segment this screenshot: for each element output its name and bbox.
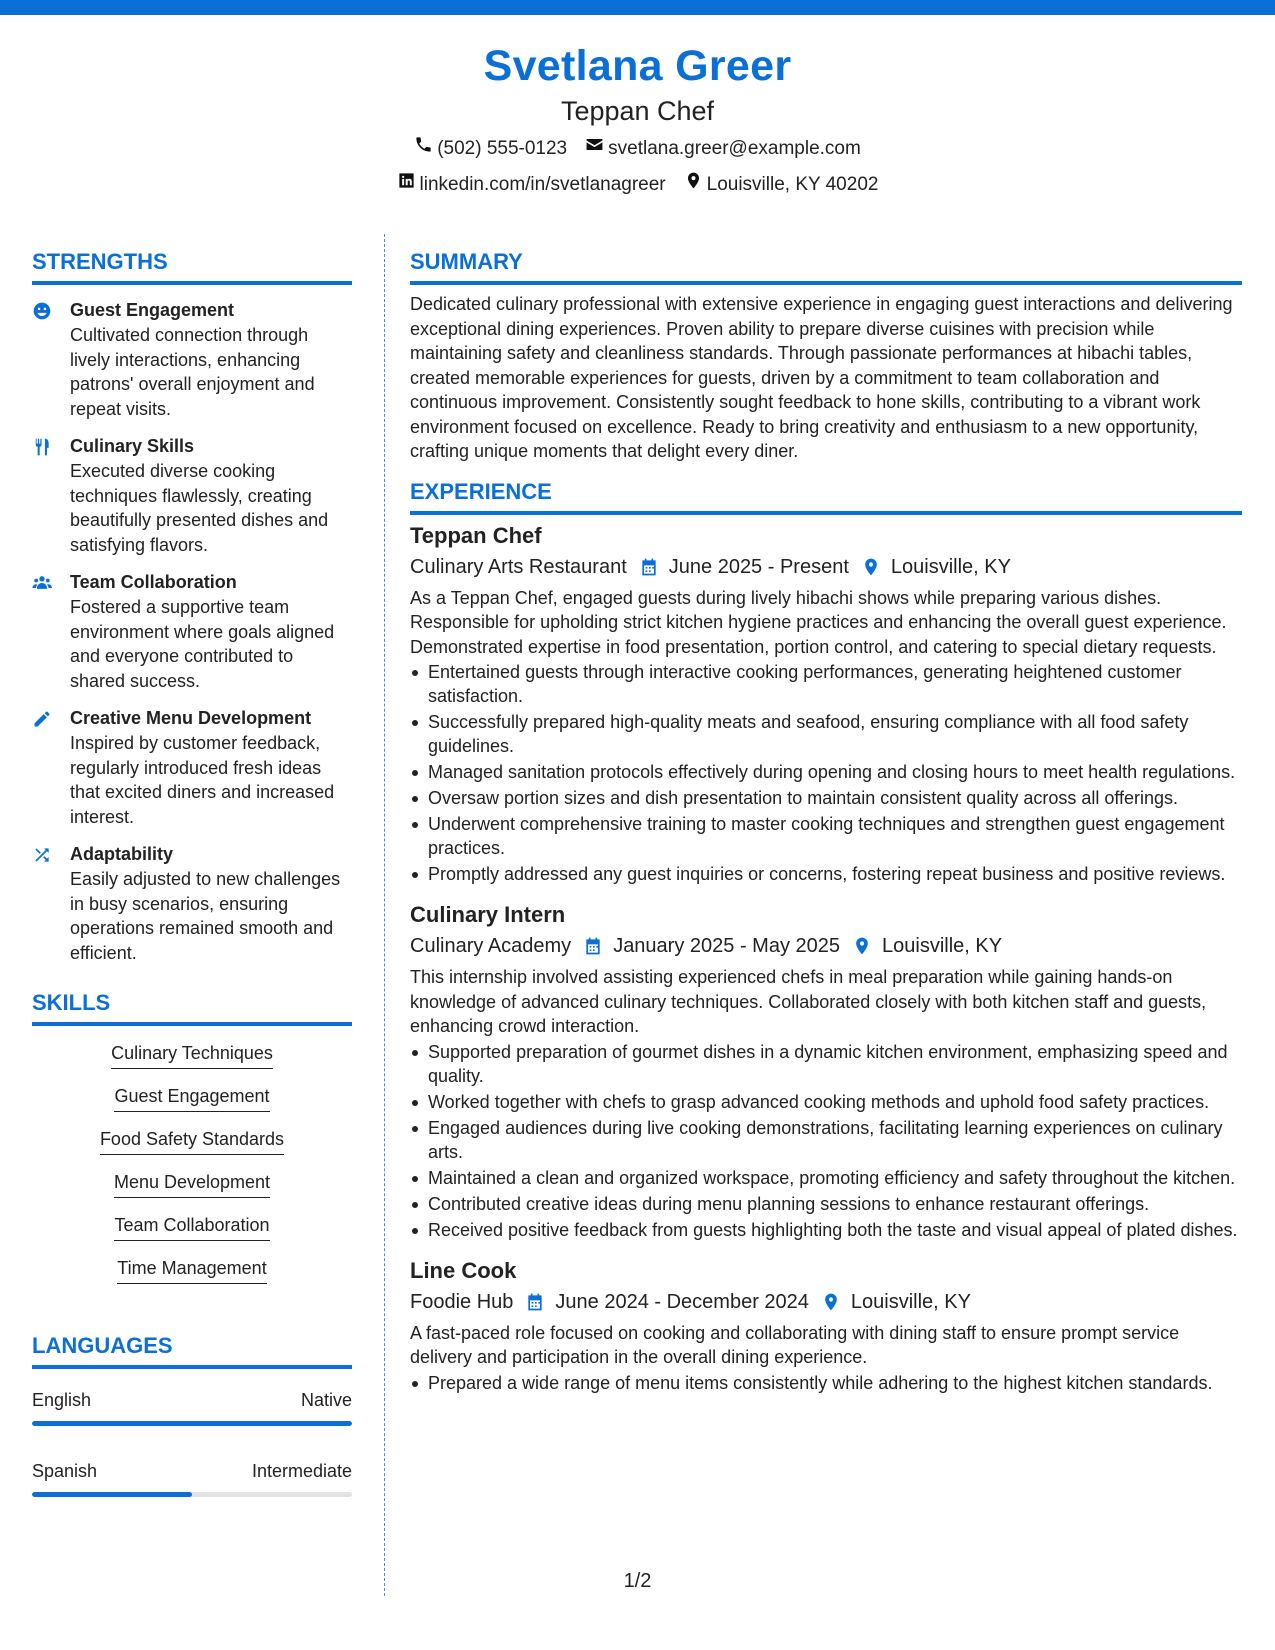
job-bullet: Managed sanitation protocols effectively during opening and closing hours to meet health regulations.	[410, 760, 1242, 784]
job-location: Louisville, KY	[882, 935, 1003, 957]
job-bullet: Promptly addressed any guest inquiries or concerns, fostering repeat business and positive reviews.	[410, 862, 1242, 886]
job-bullets	[410, 1040, 1242, 1242]
summary-text: Dedicated culinary professional with extensive experience in engaging guest interactions and delivering exceptional dining experiences. Proven ability to prepare diverse cuisines with precision while maintaining safety and cleanliness standards. Through passionate performances at hibachi tables, created memorable experiences for guests, driven by a commitment to team collaboration and continuous improvement. Consistently sought feedback to hone skills, contributing to a vibrant work environment focused on excellence. Ready to bring creativity and enthusiasm to a new opportunity, crafting unique moments that delight every diner.	[410, 294, 1233, 461]
strength-item	[32, 842, 352, 965]
candidate-title: Teppan Chef	[560, 96, 715, 126]
users-icon	[32, 570, 70, 693]
job-entry	[410, 521, 1242, 887]
calendar-icon	[525, 1292, 545, 1312]
pencil-icon	[32, 706, 70, 829]
language-bar-fill	[32, 1492, 192, 1497]
job-bullet: Successfully prepared high-quality meats and seafood, ensuring compliance with all food safety guidelines.	[410, 710, 1242, 758]
phone-text: (502) 555-0123	[437, 138, 568, 159]
envelope-icon	[585, 134, 604, 164]
job-company: Culinary Academy	[410, 935, 572, 957]
job-location: Louisville, KY	[850, 1290, 971, 1313]
language-bar-fill	[32, 1421, 352, 1426]
job-description: This internship involved assisting experienced chefs in meal preparation while gaining hands-on knowledge of advanced culinary techniques. Collaborated closely with both kitchen staff and guests, enhancing crowd interaction.	[410, 967, 1207, 1036]
job-dates: June 2024 - December 2024	[555, 1290, 809, 1313]
strength-item	[32, 298, 352, 421]
linkedin-icon	[397, 170, 416, 200]
strength-desc: Executed diverse cooking techniques flawlessly, creating beautifully presented dishes and satisfying flavors.	[70, 461, 329, 555]
strength-title: Adaptability	[70, 844, 174, 864]
top-accent-bar	[0, 0, 1275, 15]
resume-header	[0, 40, 1275, 200]
skill-tag: Team Collaboration	[114, 1212, 269, 1241]
experience-heading: EXPERIENCE	[410, 478, 1242, 515]
right-column	[410, 248, 1242, 1397]
strength-desc: Inspired by customer feedback, regularly introduced fresh ideas that excited diners and increased interest.	[70, 733, 335, 827]
job-bullets	[410, 660, 1242, 886]
strength-desc: Fostered a supportive team environment where goals aligned and everyone contributed to shared success.	[70, 597, 335, 691]
job-bullet: Received positive feedback from guests highlighting both the taste and visual appeal of plated dishes.	[410, 1218, 1242, 1242]
job-title: Line Cook	[410, 1257, 517, 1283]
job-dates: January 2025 - May 2025	[613, 935, 840, 957]
strength-desc: Easily adjusted to new challenges in busy scenarios, ensuring operations remained smooth and efficient.	[70, 869, 341, 963]
experience-list	[410, 521, 1242, 1395]
job-entry	[410, 1256, 1242, 1395]
job-meta	[410, 552, 1242, 582]
skills-list	[32, 1040, 352, 1298]
shuffle-icon	[32, 842, 70, 965]
skill-tag: Food Safety Standards	[100, 1126, 284, 1155]
skill-tag: Time Management	[117, 1255, 266, 1284]
language-name: English	[32, 1390, 92, 1410]
job-bullet: Supported preparation of gourmet dishes in a dynamic kitchen environment, emphasizing speed and quality.	[410, 1040, 1242, 1088]
job-bullet: Oversaw portion sizes and dish presentation to maintain consistent quality across all offerings.	[410, 786, 1242, 810]
strength-title: Team Collaboration	[70, 572, 237, 592]
job-entry	[410, 900, 1242, 1242]
job-bullets	[410, 1371, 1242, 1395]
job-company: Culinary Arts Restaurant	[410, 555, 627, 578]
job-bullet: Contributed creative ideas during menu planning sessions to enhance restaurant offerings.	[410, 1192, 1242, 1216]
map-pin-icon	[861, 557, 881, 577]
map-pin-icon	[821, 1292, 841, 1312]
job-bullet: Prepared a wide range of menu items consistently while adhering to the highest kitchen standards.	[410, 1371, 1242, 1395]
strength-item	[32, 434, 352, 557]
linkedin-contact[interactable]	[397, 170, 666, 200]
linkedin-text: linkedin.com/in/svetlanagreer	[419, 174, 666, 195]
skill-tag: Culinary Techniques	[111, 1040, 273, 1069]
job-location: Louisville, KY	[890, 555, 1011, 578]
smile-icon	[32, 298, 70, 421]
job-meta	[410, 1287, 1242, 1317]
job-bullet: Underwent comprehensive training to master cooking techniques and strengthen guest engagement practices.	[410, 812, 1242, 860]
strength-title: Guest Engagement	[70, 300, 235, 320]
strength-desc: Cultivated connection through lively interactions, enhancing patrons' overall enjoyment and repeat visits.	[70, 325, 315, 419]
job-bullet: Maintained a clean and organized workspace, promoting efficiency and safety throughout the kitchen.	[410, 1166, 1242, 1190]
job-description: As a Teppan Chef, engaged guests during lively hibachi shows while preparing various dishes. Responsible for upholding strict kitchen hygiene practices and enhancing the overall guest experience. Demonstrated expertise in food presentation, portion control, and catering to special dietary requests.	[410, 587, 1227, 657]
language-item	[32, 1458, 352, 1497]
email-contact[interactable]	[585, 134, 861, 164]
calendar-icon	[639, 557, 659, 577]
job-bullet: Entertained guests through interactive cooking performances, generating heightened customer satisfaction.	[410, 660, 1242, 708]
skill-tag: Guest Engagement	[114, 1083, 269, 1112]
language-item	[32, 1387, 352, 1426]
language-name: Spanish	[32, 1461, 98, 1481]
contact-row-1	[0, 134, 1275, 164]
language-bar	[32, 1492, 352, 1497]
calendar-icon	[583, 936, 603, 956]
utensils-icon	[32, 434, 70, 557]
job-dates: June 2025 - Present	[668, 555, 849, 578]
map-pin-icon	[852, 936, 872, 956]
job-title: Teppan Chef	[410, 522, 542, 548]
location-text: Louisville, KY 40202	[706, 174, 879, 195]
job-company: Foodie Hub	[410, 1290, 514, 1313]
column-divider	[384, 234, 385, 1596]
language-level: Intermediate	[251, 1461, 352, 1481]
skill-tag: Menu Development	[114, 1169, 270, 1198]
location-contact	[684, 170, 879, 200]
job-title: Culinary Intern	[410, 902, 566, 927]
phone-contact[interactable]	[414, 134, 567, 164]
job-bullet: Worked together with chefs to grasp advanced cooking methods and uphold food safety practices.	[410, 1090, 1242, 1114]
strengths-heading: STRENGTHS	[32, 248, 352, 285]
page-number: 1/2	[623, 1570, 652, 1592]
summary-heading: SUMMARY	[410, 248, 1242, 285]
job-bullet: Engaged audiences during live cooking demonstrations, facilitating learning experiences on culinary arts.	[410, 1116, 1242, 1164]
strength-title: Creative Menu Development	[70, 708, 312, 728]
strength-item	[32, 706, 352, 829]
job-description: A fast-paced role focused on cooking and collaborating with dining staff to ensure prompt service delivery and participation in the overall dining experience.	[410, 1322, 1180, 1367]
phone-icon	[414, 134, 433, 164]
strength-title: Culinary Skills	[70, 436, 195, 456]
strength-item	[32, 570, 352, 693]
job-meta	[410, 931, 1242, 961]
languages-heading: LANGUAGES	[32, 1332, 352, 1369]
language-level: Native	[300, 1390, 352, 1410]
contact-row-2	[0, 170, 1275, 200]
left-column	[32, 248, 352, 1497]
email-text: svetlana.greer@example.com	[608, 138, 861, 159]
map-pin-icon	[684, 170, 703, 200]
skills-heading: SKILLS	[32, 989, 352, 1026]
language-bar	[32, 1421, 352, 1426]
candidate-name: Svetlana Greer	[483, 42, 792, 90]
